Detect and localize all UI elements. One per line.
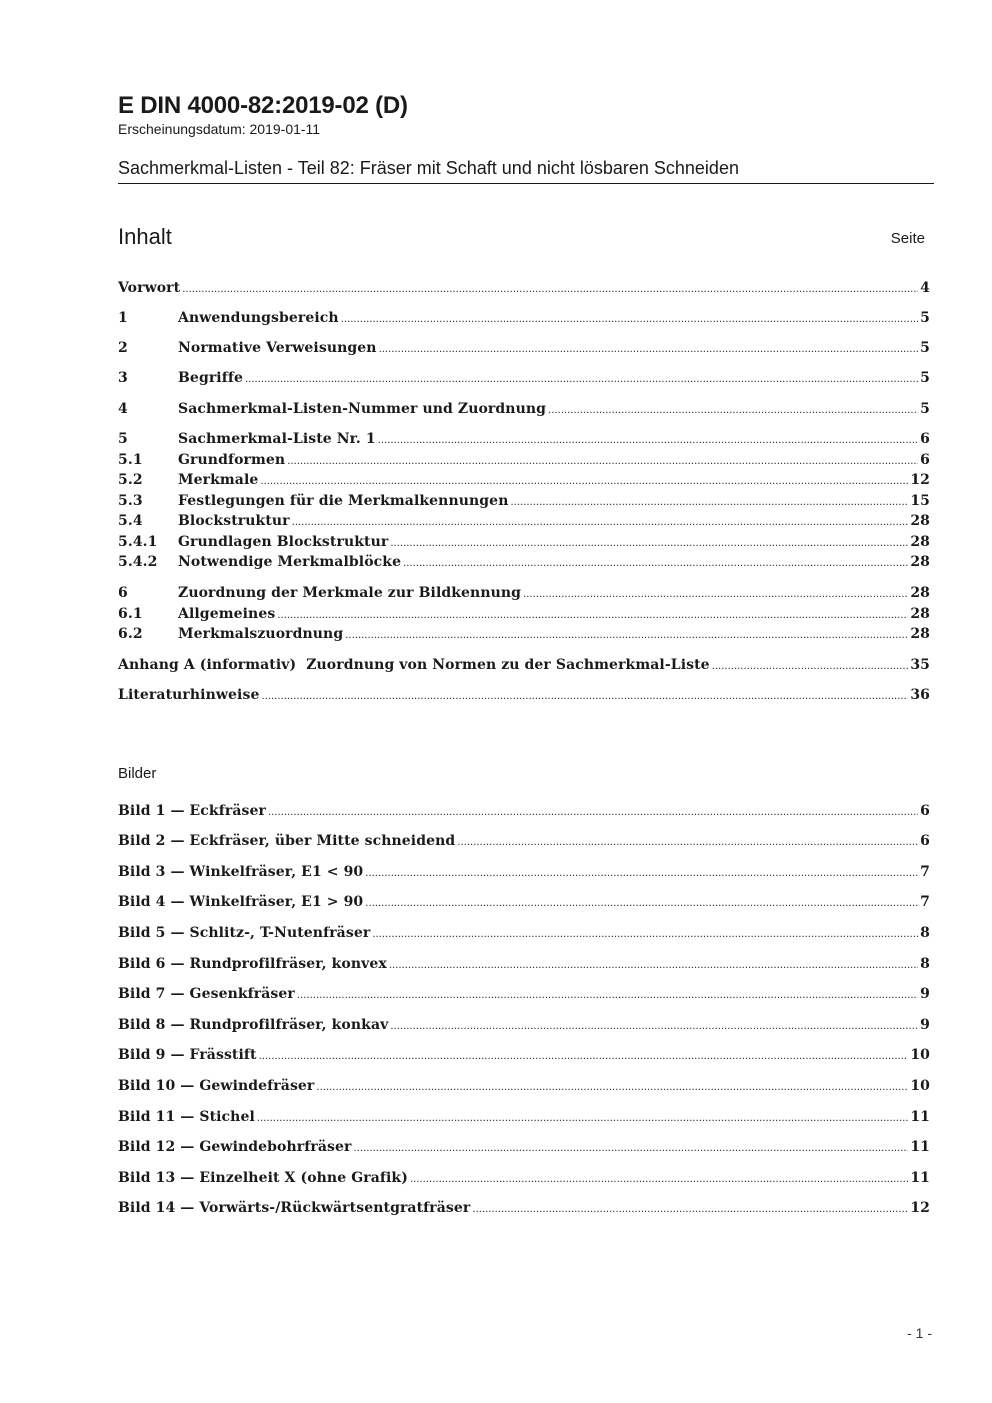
toc-entry-title: Allgemeines bbox=[178, 606, 276, 622]
toc-entry-title: Notwendige Merkmalblöcke bbox=[178, 554, 402, 570]
toc-entry-page: 36 bbox=[910, 687, 930, 703]
figure-entry-title: Bild 5 — Schlitz-, T-Nutenfräser bbox=[118, 925, 371, 941]
leader-dots bbox=[457, 836, 918, 850]
toc-entry-5-4-1[interactable] bbox=[118, 534, 930, 556]
toc-entry-number: 5.2 bbox=[118, 472, 143, 488]
figure-entry-title: Bild 13 — Einzelheit X (ohne Grafik) bbox=[118, 1170, 408, 1186]
toc-entry-anhang-a[interactable] bbox=[118, 657, 930, 679]
toc-entry-6-2[interactable] bbox=[118, 626, 930, 648]
toc-entry-title: Anhang A (informativ) Zuordnung von Normen zu der Sachmerkmal-Liste bbox=[118, 657, 710, 673]
figure-entry-title: Bild 11 — Stichel bbox=[118, 1109, 255, 1125]
toc-entry-page: 6 bbox=[920, 431, 930, 447]
figure-entry-2[interactable] bbox=[118, 833, 930, 855]
leader-dots bbox=[354, 1142, 909, 1156]
toc-entry-title: Vorwort bbox=[118, 280, 181, 296]
toc-entry-page: 28 bbox=[910, 606, 930, 622]
leader-dots bbox=[316, 1081, 908, 1095]
toc-entry-number: 5.1 bbox=[118, 452, 143, 468]
toc-entry-number: 6.2 bbox=[118, 626, 143, 642]
figure-entry-page: 11 bbox=[910, 1139, 930, 1155]
figure-entry-14[interactable] bbox=[118, 1200, 930, 1222]
toc-entry-3[interactable] bbox=[118, 370, 930, 392]
figure-entry-4[interactable] bbox=[118, 894, 930, 916]
toc-entry-5[interactable] bbox=[118, 431, 930, 453]
figure-entry-6[interactable] bbox=[118, 956, 930, 978]
toc-entry-number: 1 bbox=[118, 310, 128, 326]
toc-entry-page: 12 bbox=[910, 472, 930, 488]
figure-entry-title: Bild 4 — Winkelfräser, E1 > 90 bbox=[118, 894, 364, 910]
figure-entry-page: 11 bbox=[910, 1170, 930, 1186]
toc-entry-number: 6 bbox=[118, 585, 128, 601]
figure-entry-13[interactable] bbox=[118, 1170, 930, 1192]
page-number: - 1 - bbox=[907, 1325, 932, 1341]
toc-entry-title: Grundformen bbox=[178, 452, 286, 468]
toc-entry-page: 6 bbox=[920, 452, 930, 468]
toc-entry-title: Sachmerkmal-Liste Nr. 1 bbox=[178, 431, 376, 447]
leader-dots bbox=[182, 283, 918, 297]
figure-entry-page: 12 bbox=[910, 1200, 930, 1216]
document-subject: Sachmerkmal-Listen - Teil 82: Fräser mit Schaft und nicht lösbaren Schneiden bbox=[118, 158, 739, 178]
toc-entry-5-1[interactable] bbox=[118, 452, 930, 474]
toc-entry-title: Literaturhinweise bbox=[118, 687, 260, 703]
toc-entry-5-2[interactable] bbox=[118, 472, 930, 494]
toc-entry-title: Merkmale bbox=[178, 472, 259, 488]
figure-entry-page: 6 bbox=[920, 803, 930, 819]
toc-entry-4[interactable] bbox=[118, 401, 930, 423]
toc-entry-page: 5 bbox=[920, 401, 930, 417]
leader-dots bbox=[548, 404, 918, 418]
figure-entry-page: 10 bbox=[910, 1047, 930, 1063]
toc-entry-title: Normative Verweisungen bbox=[178, 340, 377, 356]
figure-entry-3[interactable] bbox=[118, 864, 930, 886]
figure-entry-page: 7 bbox=[920, 894, 930, 910]
figure-entry-title: Bild 12 — Gewindebohrfräser bbox=[118, 1139, 352, 1155]
toc-entry-page: 35 bbox=[910, 657, 930, 673]
leader-dots bbox=[523, 588, 908, 602]
toc-entry-page: 28 bbox=[910, 554, 930, 570]
figure-entry-page: 9 bbox=[920, 1017, 930, 1033]
toc-entry-title: Zuordnung der Merkmale zur Bildkennung bbox=[178, 585, 522, 601]
toc-entry-number: 5.4 bbox=[118, 513, 143, 529]
figure-entry-8[interactable] bbox=[118, 1017, 930, 1039]
toc-entry-number: 3 bbox=[118, 370, 128, 386]
toc-entry-page: 28 bbox=[910, 513, 930, 529]
toc-heading: Inhalt bbox=[118, 224, 172, 249]
document-id: E DIN 4000-82:2019-02 (D) bbox=[118, 92, 408, 119]
figure-entry-page: 9 bbox=[920, 986, 930, 1002]
toc-entry-5-4[interactable] bbox=[118, 513, 930, 535]
toc-entry-literaturhinweise[interactable] bbox=[118, 687, 930, 709]
leader-dots bbox=[245, 373, 918, 387]
toc-entry-number: 6.1 bbox=[118, 606, 143, 622]
leader-dots bbox=[390, 537, 908, 551]
toc-entry-number: 4 bbox=[118, 401, 128, 417]
publication-date: Erscheinungsdatum: 2019-01-11 bbox=[118, 121, 321, 137]
page-column-label: Seite bbox=[890, 230, 925, 247]
figure-entry-page: 10 bbox=[910, 1078, 930, 1094]
figure-entry-page: 11 bbox=[910, 1109, 930, 1125]
leader-dots bbox=[341, 313, 918, 327]
figure-entry-12[interactable] bbox=[118, 1139, 930, 1161]
toc-entry-vorwort[interactable] bbox=[118, 280, 930, 302]
leader-dots bbox=[389, 959, 918, 973]
leader-dots bbox=[268, 806, 918, 820]
figure-entry-title: Bild 2 — Eckfräser, über Mitte schneidend bbox=[118, 833, 456, 849]
leader-dots bbox=[372, 928, 918, 942]
toc-entry-number: 5.4.1 bbox=[118, 534, 158, 550]
leader-dots bbox=[260, 475, 908, 489]
toc-entry-title: Anwendungsbereich bbox=[178, 310, 339, 326]
leader-dots bbox=[472, 1203, 908, 1217]
toc-entry-2[interactable] bbox=[118, 340, 930, 362]
figure-entry-10[interactable] bbox=[118, 1078, 930, 1100]
toc-entry-page: 28 bbox=[910, 534, 930, 550]
figure-entry-title: Bild 1 — Eckfräser bbox=[118, 803, 266, 819]
figure-entry-title: Bild 7 — Gesenkfräser bbox=[118, 986, 295, 1002]
leader-dots bbox=[378, 434, 918, 448]
toc-entry-5-4-2[interactable] bbox=[118, 554, 930, 576]
leader-dots bbox=[287, 455, 918, 469]
leader-dots bbox=[410, 1173, 908, 1187]
toc-entry-title: Grundlagen Blockstruktur bbox=[178, 534, 389, 550]
header-divider bbox=[118, 183, 934, 184]
figure-entry-9[interactable] bbox=[118, 1047, 930, 1069]
figure-entry-title: Bild 6 — Rundprofilfräser, konvex bbox=[118, 956, 387, 972]
toc-entry-number: 5.3 bbox=[118, 493, 143, 509]
toc-entry-page: 5 bbox=[920, 340, 930, 356]
leader-dots bbox=[510, 496, 908, 510]
figure-entry-title: Bild 9 — Frässtift bbox=[118, 1047, 257, 1063]
toc-entry-6[interactable] bbox=[118, 585, 930, 607]
figure-entry-page: 8 bbox=[920, 956, 930, 972]
leader-dots bbox=[292, 516, 909, 530]
leader-dots bbox=[379, 343, 919, 357]
leader-dots bbox=[277, 609, 908, 623]
figure-entry-title: Bild 10 — Gewindefräser bbox=[118, 1078, 315, 1094]
toc-entry-number: 5 bbox=[118, 431, 128, 447]
toc-entry-6-1[interactable] bbox=[118, 606, 930, 628]
figure-entry-7[interactable] bbox=[118, 986, 930, 1008]
figure-entry-5[interactable] bbox=[118, 925, 930, 947]
toc-entry-title: Begriffe bbox=[178, 370, 243, 386]
leader-dots bbox=[257, 1112, 908, 1126]
toc-entry-page: 28 bbox=[910, 626, 930, 642]
toc-entry-page: 28 bbox=[910, 585, 930, 601]
toc-entry-number: 5.4.2 bbox=[118, 554, 158, 570]
leader-dots bbox=[403, 557, 908, 571]
toc-entry-5-3[interactable] bbox=[118, 493, 930, 515]
toc-entry-title: Blockstruktur bbox=[178, 513, 290, 529]
figure-entry-1[interactable] bbox=[118, 803, 930, 825]
toc-entry-page: 5 bbox=[920, 310, 930, 326]
figure-entry-title: Bild 8 — Rundprofilfräser, konkav bbox=[118, 1017, 389, 1033]
leader-dots bbox=[365, 867, 918, 881]
figure-entry-11[interactable] bbox=[118, 1109, 930, 1131]
figure-entry-page: 6 bbox=[920, 833, 930, 849]
toc-entry-number: 2 bbox=[118, 340, 128, 356]
leader-dots bbox=[390, 1020, 918, 1034]
toc-entry-page: 4 bbox=[920, 280, 930, 296]
figure-entry-title: Bild 3 — Winkelfräser, E1 < 90 bbox=[118, 864, 364, 880]
toc-entry-title: Sachmerkmal-Listen-Nummer und Zuordnung bbox=[178, 401, 547, 417]
figure-entry-page: 7 bbox=[920, 864, 930, 880]
figure-entry-page: 8 bbox=[920, 925, 930, 941]
toc-entry-page: 15 bbox=[910, 493, 930, 509]
toc-entry-title: Merkmalszuordnung bbox=[178, 626, 344, 642]
leader-dots bbox=[365, 897, 918, 911]
figures-heading: Bilder bbox=[118, 765, 157, 782]
leader-dots bbox=[297, 989, 918, 1003]
figure-entry-title: Bild 14 — Vorwärts-/Rückwärtsentgratfräser bbox=[118, 1200, 471, 1216]
leader-dots bbox=[712, 660, 909, 674]
toc-entry-1[interactable] bbox=[118, 310, 930, 332]
leader-dots bbox=[261, 690, 908, 704]
toc-entry-page: 5 bbox=[920, 370, 930, 386]
toc-entry-title: Festlegungen für die Merkmalkennungen bbox=[178, 493, 509, 509]
leader-dots bbox=[259, 1050, 909, 1064]
leader-dots bbox=[345, 629, 908, 643]
